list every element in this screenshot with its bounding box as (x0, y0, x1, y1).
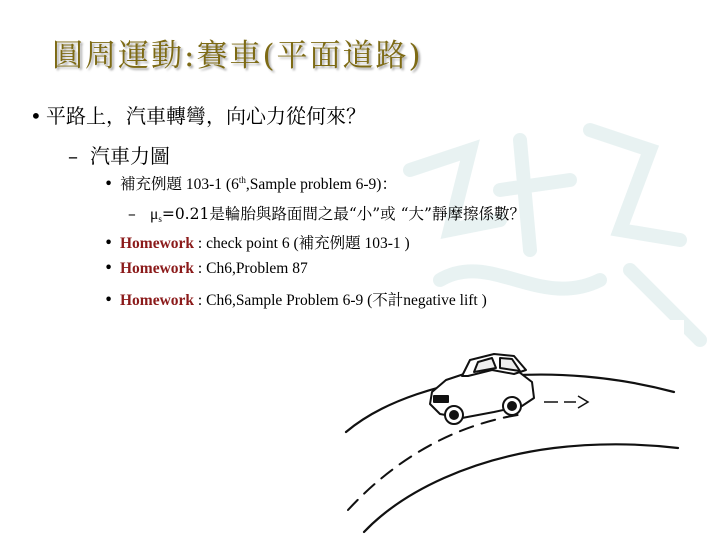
car-turning-illustration-icon (344, 320, 684, 540)
homework-label: Homework (120, 260, 195, 277)
slide-title: 圓周運動:賽車(平面道路) (52, 38, 423, 74)
mu-symbol: μ (150, 206, 159, 223)
homework-label: Homework (120, 235, 195, 252)
homework-text: : Ch6,Sample Problem 6-9 (不計negative lift ) (194, 292, 487, 309)
homework-text: : check point 6 (補充例題 103-1 ) (194, 235, 410, 252)
bullet-level3-example (104, 172, 397, 194)
homework-text: : Ch6,Problem 87 (194, 260, 308, 277)
bullet-homework-2 (104, 259, 308, 278)
bullet-homework-1 (104, 231, 410, 253)
bullet-dot-icon: • (104, 259, 114, 277)
mu-text: =0.21是輪胎與路面間之最“小”或 “大”靜摩擦係數？ (161, 205, 525, 223)
bullet-level4-mu (128, 202, 525, 224)
bullet-homework-3 (104, 288, 487, 310)
homework-label: Homework (120, 292, 195, 309)
dash-icon: – (128, 205, 136, 223)
mu-subscript: s (158, 214, 162, 224)
dash-icon: – (68, 144, 78, 168)
example-text-suffix: ,Sample problem 6-9)： (245, 176, 397, 193)
bullet-dot-icon: • (104, 291, 114, 309)
superscript: th (238, 175, 246, 185)
bullet-dot-icon: • (30, 104, 42, 128)
example-text: 補充例題 103-1 (6 (120, 176, 239, 193)
bullet-level2 (68, 140, 170, 169)
bullet-dot-icon: • (104, 234, 114, 252)
bullet-text: 平路上，汽車轉彎，向心力從何來？ (46, 104, 366, 128)
bullet-dot-icon: • (104, 175, 114, 193)
bullet-text: 汽車力圖 (90, 144, 170, 168)
bullet-level1 (30, 100, 366, 129)
